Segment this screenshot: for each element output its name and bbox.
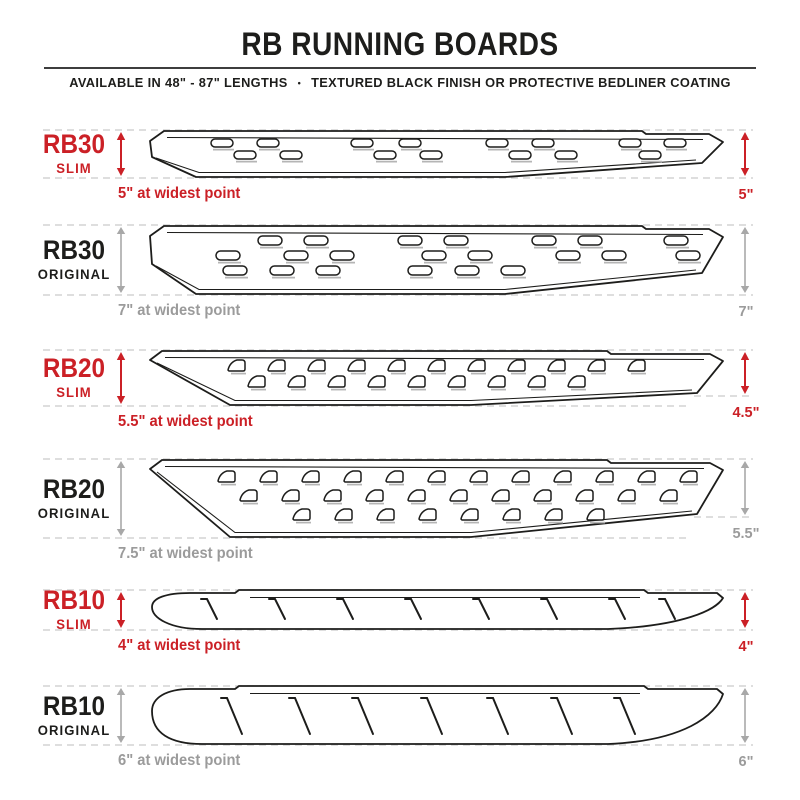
page-title: RB RUNNING BOARDS [241, 26, 559, 62]
end-height-label: 4" [738, 639, 754, 655]
board-row-rb10-original [0, 682, 800, 785]
widest-dimension-label: 5.5" at widest point [118, 413, 253, 430]
board-art [150, 351, 723, 405]
model-label [0, 690, 148, 738]
model-name: RB10 [42, 585, 106, 615]
widest-dimension-label: 6" at widest point [118, 752, 241, 769]
end-height-label: 5.5" [732, 526, 760, 542]
model-label [0, 473, 148, 521]
model-variant: ORIGINAL [37, 505, 111, 521]
model-variant: SLIM [56, 617, 92, 632]
model-label [0, 355, 148, 400]
model-name: RB30 [42, 235, 106, 265]
subtitle-separator: • [297, 77, 302, 88]
board-art [150, 460, 723, 537]
board-row-rb10-slim [0, 586, 800, 670]
board-art [150, 226, 723, 294]
widest-dimension-label: 7" at widest point [118, 302, 241, 319]
title-divider [44, 67, 756, 69]
end-height-label: 6" [738, 754, 754, 770]
subtitle-finish: TEXTURED BLACK FINISH OR PROTECTIVE BEDLINER COATING [311, 75, 731, 90]
model-variant: SLIM [56, 161, 92, 176]
end-height-label: 7" [738, 304, 754, 320]
board-row-rb20-original [0, 455, 800, 578]
model-variant: ORIGINAL [37, 267, 111, 282]
model-variant: ORIGINAL [37, 722, 111, 738]
model-name: RB30 [42, 129, 106, 159]
subtitle [0, 75, 800, 90]
widest-dimension-label: 7.5" at widest point [118, 545, 253, 562]
subtitle-lengths: AVAILABLE IN 48" - 87" LENGTHS [69, 75, 288, 90]
model-name: RB20 [42, 353, 106, 383]
model-name: RB10 [42, 690, 106, 721]
board-row-rb20-slim [0, 346, 800, 446]
widest-dimension-label: 5" at widest point [118, 185, 241, 202]
board-art [150, 131, 723, 177]
end-height-label: 4.5" [732, 405, 760, 421]
board-art [152, 686, 723, 744]
end-height-label: 5" [738, 187, 754, 203]
widest-dimension-label: 4" at widest point [118, 637, 241, 654]
model-name: RB20 [42, 473, 106, 504]
model-label [0, 237, 148, 282]
model-variant: SLIM [56, 385, 92, 400]
board-art [152, 590, 723, 629]
board-row-rb30-slim [0, 126, 800, 218]
board-row-rb30-original [0, 221, 800, 335]
model-label [0, 131, 148, 176]
model-label [0, 587, 148, 632]
